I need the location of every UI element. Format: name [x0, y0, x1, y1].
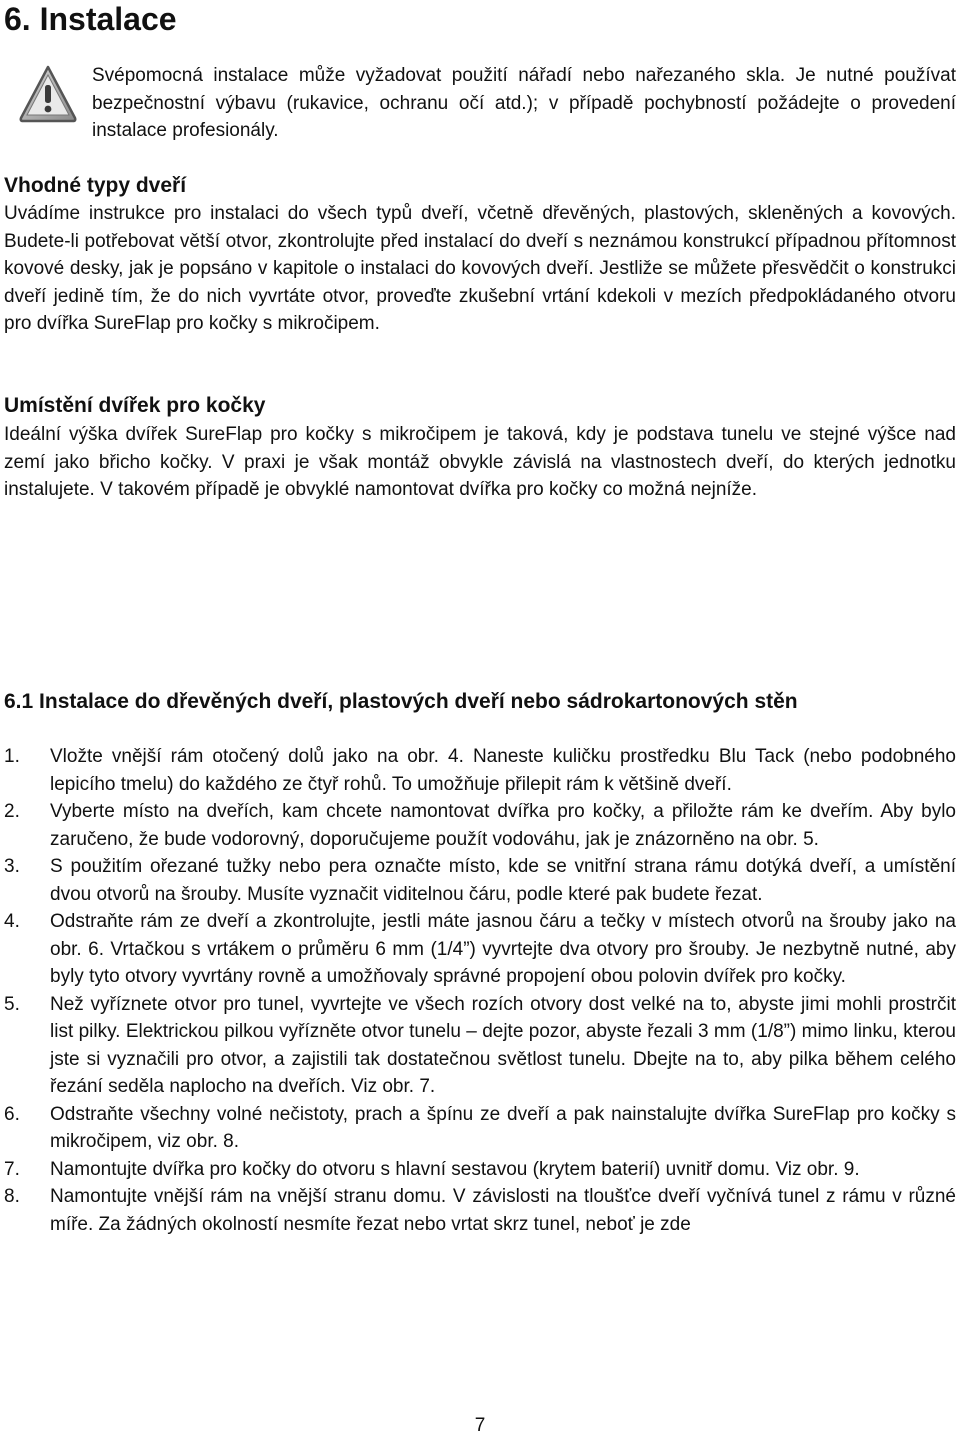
step-number: 4.	[4, 911, 20, 932]
step-text: Než vyříznete otvor pro tunel, vyvrtejte ve všech rozích otvory dost velké na to, abyste jimi mohli prostrčit list pilky. Elektrickou pilkou vyřízněte otvor tunelu – dejte pozor, abyste řezali 3 mm (1/8”) mimo linku, kterou jste si vyznačili pro otvor, a zajistili tak dostatečnou světlost tunelu. Dbejte na to, aby pilka během celého řezání seděla naplocho na dveřích. Viz obr. 7.	[50, 993, 956, 1097]
page-number: 7	[474, 1415, 486, 1436]
step-item	[4, 908, 956, 991]
safety-warning-text: Svépomocná instalace může vyžadovat použití nářadí nebo nařezaného skla. Je nutné používat bezpečnostní výbavu (rukavice, ochranu očí atd.); v případě pochybností požádejte o provedení instalace profesionály.	[92, 65, 956, 141]
install-steps-list	[4, 743, 956, 1238]
step-item	[4, 743, 956, 798]
step-text: Vyberte místo na dveřích, kam chcete namontovat dvířka pro kočky, a přiložte rám ke dveřím. Aby bylo zaručeno, že bude vodorovný, doporučujeme použít vodováhu, jak je znázorněno na obr. 5.	[50, 801, 956, 850]
step-text: Namontujte dvířka pro kočky do otvoru s hlavní sestavou (krytem baterií) uvnitř domu. Viz obr. 9.	[50, 1158, 860, 1180]
step-number: 3.	[4, 856, 20, 877]
step-number: 6.	[4, 1103, 20, 1125]
chapter-title: 6. Instalace	[4, 1, 177, 37]
placement-heading: Umístění dvířek pro kočky	[4, 394, 266, 417]
step-number: 8.	[4, 1186, 20, 1207]
step-number: 7.	[4, 1158, 20, 1180]
step-item	[4, 991, 956, 1101]
step-item	[4, 1101, 956, 1156]
step-number: 5.	[4, 993, 20, 1015]
step-item	[4, 798, 956, 853]
step-number: 2.	[4, 801, 20, 822]
step-item	[4, 853, 956, 908]
step-text: Odstraňte rám ze dveří a zkontrolujte, jestli máte jasnou čáru a tečky v místech otvorů na šrouby jako na obr. 6. Vrtačkou s vrtákem o průměru 6 mm (1/4”) vyvrtejte dva otvory pro šrouby. Je nezbytně nutné, aby byly tyto otvory vyvrtány rovně a umožňovaly správné propojení obou polovin dvířek pro kočky.	[50, 911, 956, 987]
door-types-paragraph: Uvádíme instrukce pro instalaci do všech typů dveří, včetně dřevěných, plastových, skleněných a kovových. Budete-li potřebovat větší otvor, zkontrolujte před instalací do dveří s neznámou konstrukcí případnou přítomnost kovové desky, jak je popsáno v kapitole o instalaci do kovových dveří. Jestliže se můžete přesvědčit o konstrukci dveří jedině tím, že do nich vyvrtáte otvor, proveďte zkušební vrtání kdekoli v mezích předpokládaného otvoru pro dvířka SureFlap pro kočky s mikročipem.	[4, 203, 956, 334]
step-item	[4, 1156, 956, 1184]
step-text: S použitím ořezané tužky nebo pera označte místo, kde se vnitřní strana rámu dotýká dveří, a umístění dvou otvorů na šrouby. Musíte vyznačit viditelnou čáru, podle které pak budete řezat.	[50, 856, 956, 905]
step-text: Namontujte vnější rám na vnější stranu domu. V závislosti na tloušťce dveří vyčnívá tunel z rámu v různé míře. Za žádných okolností nesmíte řezat nebo vrtat skrz tunel, neboť je zde	[50, 1186, 956, 1235]
step-text: Odstraňte všechny volné nečistoty, prach a špínu ze dveří a pak nainstalujte dvířka SureFlap pro kočky s mikročipem, viz obr. 8.	[50, 1103, 956, 1152]
step-text: Vložte vnější rám otočený dolů jako na obr. 4. Naneste kuličku prostředku Blu Tack (nebo podobného lepicího tmelu) do každého ze čtyř rohů. To umožňuje přilepit rám k většině dveří.	[50, 746, 956, 795]
step-item	[4, 1183, 956, 1238]
install-section-heading: 6.1 Instalace do dřevěných dveří, plastových dveří nebo sádrokartonových stěn	[4, 690, 798, 713]
placement-paragraph: Ideální výška dvířek SureFlap pro kočky s mikročipem je taková, kdy je podstava tunelu ve stejné výšce nad zemí jako břicho kočky. V praxi je však montáž obvykle závislá na vlastnostech dveří, do kterých jednotku instalujete. V takovém případě je obvyklé namontovat dvířka pro kočky co možná nejníže.	[4, 424, 956, 500]
door-types-heading: Vhodné typy dveří	[4, 174, 187, 197]
step-number: 1.	[4, 746, 20, 767]
warning-triangle-icon	[18, 64, 78, 124]
